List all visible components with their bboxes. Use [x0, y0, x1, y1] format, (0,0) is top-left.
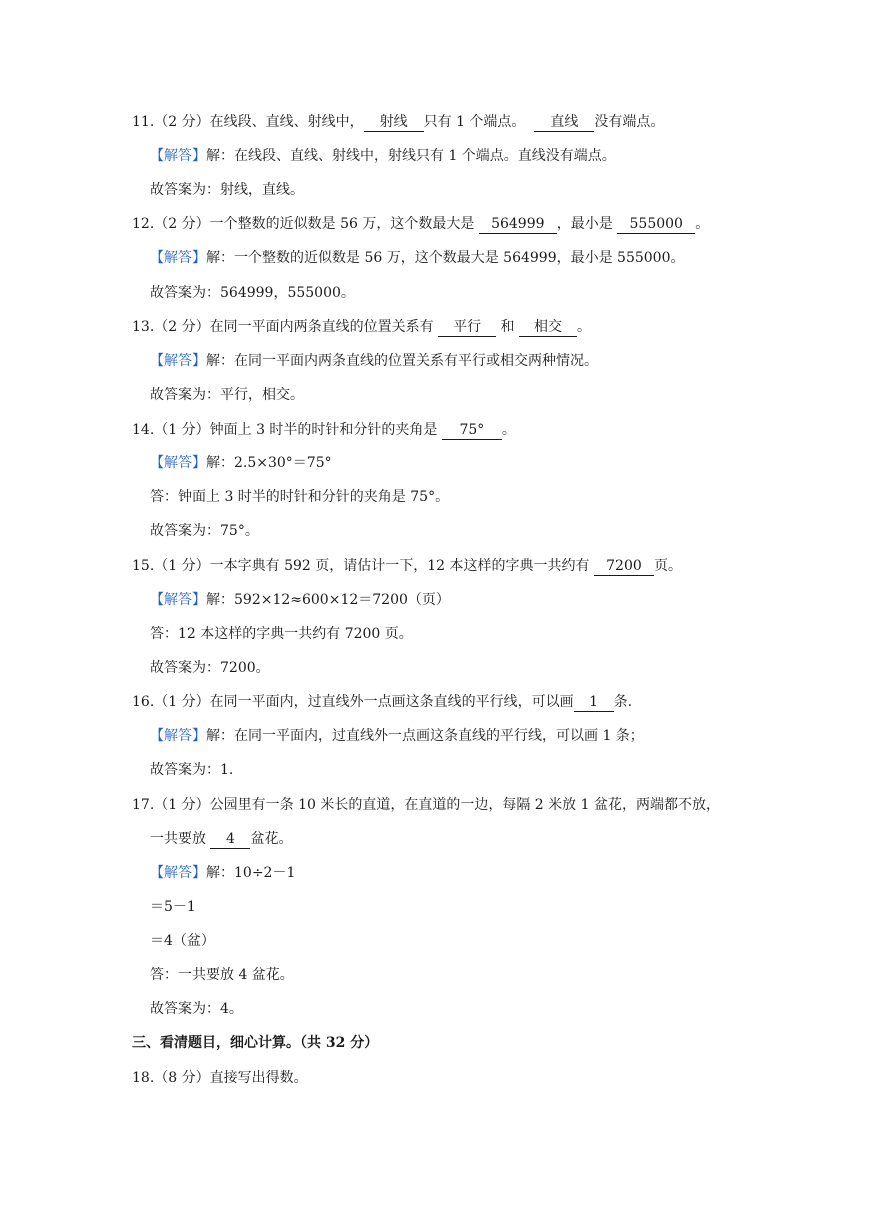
answer-blank: 75° — [442, 421, 502, 440]
question-text: 只有 1 个端点。 — [423, 114, 526, 130]
solution-15-line2: 答：12 本这样的字典一共约有 7200 页。 — [150, 626, 413, 642]
answer-blank: 相交 — [519, 318, 577, 337]
answer-blank: 4 — [210, 830, 250, 849]
solution-text: 解：在同一平面内，过直线外一点画这条直线的平行线，可以画 1 条； — [206, 728, 644, 744]
question-16 — [132, 692, 632, 712]
answer-tag: 【解答】 — [150, 148, 206, 164]
question-14 — [132, 420, 516, 440]
answer-blank: 555000 — [617, 215, 695, 234]
question-text: 一共要放 — [150, 831, 206, 847]
solution-text: 解：2.5×30°＝75° — [206, 455, 332, 471]
solution-17-step2: ＝5－1 — [150, 899, 196, 915]
solution-text: 解：592×12≈600×12＝7200（页） — [206, 592, 450, 608]
solution-text: 解：在线段、直线、射线中，射线只有 1 个端点。直线没有端点。 — [206, 148, 616, 164]
solution-14 — [150, 453, 332, 473]
question-text: 。 — [576, 319, 591, 335]
solution-16 — [150, 726, 644, 746]
question-text: 13.（2 分）在同一平面内两条直线的位置关系有 — [132, 319, 434, 335]
question-text: 。 — [501, 422, 516, 438]
question-text: 。 — [695, 216, 710, 232]
question-17-line2 — [150, 829, 292, 849]
question-text: 和 — [500, 319, 515, 335]
final-answer-17: 故答案为：4。 — [150, 1001, 243, 1017]
question-text: 11.（2 分）在线段、直线、射线中， — [132, 114, 364, 130]
solution-17-step3: ＝4（盆） — [150, 933, 215, 949]
solution-14-line2: 答：钟面上 3 时半的时针和分针的夹角是 75°。 — [150, 489, 450, 505]
answer-blank: 直线 — [534, 113, 594, 132]
answer-blank: 1 — [574, 693, 614, 712]
answer-tag: 【解答】 — [150, 353, 206, 369]
question-text: 14.（1 分）钟面上 3 时半的时针和分针的夹角是 — [132, 422, 438, 438]
question-11 — [132, 112, 664, 132]
question-17: 17.（1 分）公园里有一条 10 米长的直道，在直道的一边，每隔 2 米放 1 盆花，两端都不放， — [132, 797, 720, 813]
final-answer-16: 故答案为：1. — [150, 762, 234, 778]
final-answer-14: 故答案为：75°。 — [150, 523, 259, 539]
answer-tag: 【解答】 — [150, 455, 206, 471]
answer-blank: 564999 — [479, 215, 557, 234]
answer-blank: 平行 — [438, 318, 496, 337]
answer-blank: 射线 — [364, 113, 424, 132]
solution-text: 解：在同一平面内两条直线的位置关系有平行或相交两种情况。 — [206, 353, 598, 369]
question-18: 18.（8 分）直接写出得数。 — [132, 1070, 308, 1086]
solution-17 — [150, 863, 295, 883]
question-text: ，最小是 — [556, 216, 613, 232]
final-answer-12: 故答案为：564999，555000。 — [150, 285, 355, 301]
question-text: 没有端点。 — [594, 114, 665, 130]
solution-11 — [150, 146, 616, 166]
final-answer-11: 故答案为：射线，直线。 — [150, 182, 304, 198]
final-answer-13: 故答案为：平行，相交。 — [150, 387, 304, 403]
question-text: 页。 — [653, 558, 682, 574]
answer-tag: 【解答】 — [150, 250, 206, 266]
question-15 — [132, 556, 682, 576]
final-answer-15: 故答案为：7200。 — [150, 660, 270, 676]
question-text: 15.（1 分）一本字典有 592 页，请估计一下，12 本这样的字典一共约有 — [132, 558, 590, 574]
question-text: 条. — [613, 694, 633, 710]
solution-15 — [150, 590, 450, 610]
question-text: 盆花。 — [250, 831, 293, 847]
answer-tag: 【解答】 — [150, 865, 206, 881]
question-13 — [132, 317, 591, 337]
solution-17-answer: 答：一共要放 4 盆花。 — [150, 967, 294, 983]
solution-text: 解：10÷2－1 — [206, 865, 296, 881]
question-12 — [132, 214, 709, 234]
answer-tag: 【解答】 — [150, 728, 206, 744]
answer-blank: 7200 — [594, 557, 654, 576]
solution-13 — [150, 351, 598, 371]
solution-text: 解：一个整数的近似数是 56 万，这个数最大是 564999，最小是 555000。 — [206, 250, 685, 266]
question-text: 16.（1 分）在同一平面内，过直线外一点画这条直线的平行线，可以画 — [132, 694, 574, 710]
question-text: 12.（2 分）一个整数的近似数是 56 万，这个数最大是 — [132, 216, 475, 232]
section-heading: 三、看清题目，细心计算。（共 32 分） — [132, 1035, 379, 1051]
solution-12 — [150, 248, 685, 268]
answer-tag: 【解答】 — [150, 592, 206, 608]
